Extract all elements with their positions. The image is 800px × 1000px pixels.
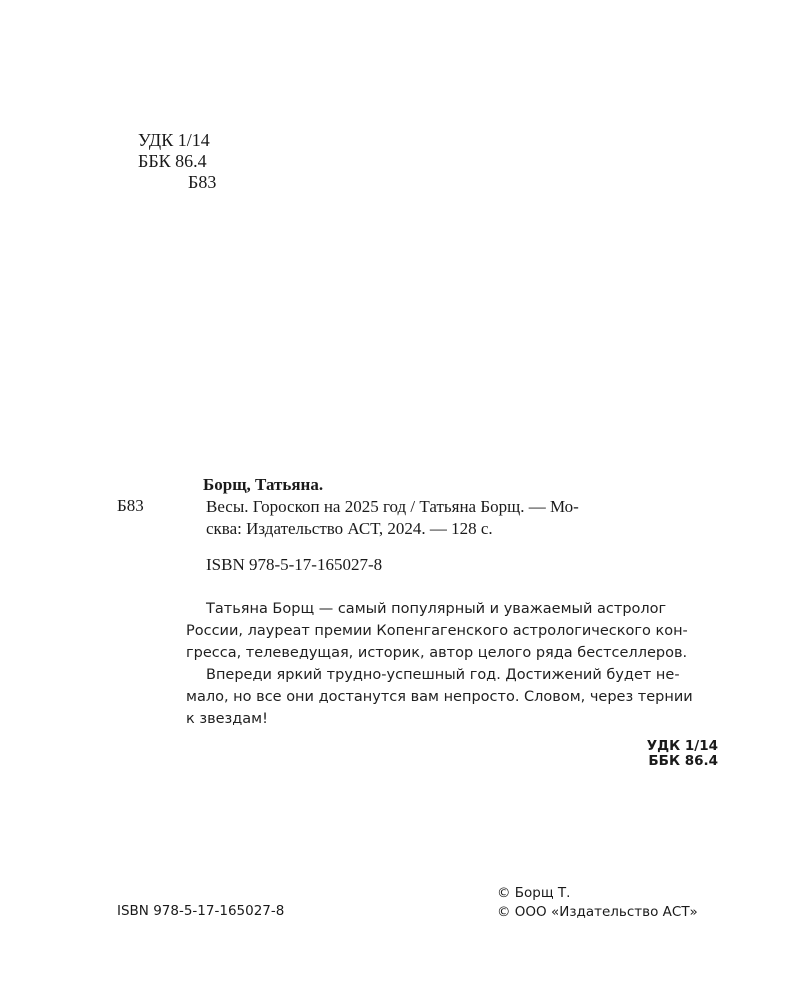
annotation	[186, 598, 718, 730]
biblio-line: Весы. Гороскоп на 2025 год / Татьяна Борщ. — Мо-	[206, 497, 579, 516]
biblio-line: сква: Издательство АСТ, 2024. — 128 с.	[206, 519, 493, 538]
annotation-line: Впереди яркий трудно-успешный год. Достижений будет не-	[206, 667, 680, 683]
author-name: Борщ, Татьяна.	[203, 475, 324, 494]
copyright-block	[497, 884, 698, 922]
bbk-code: ББК 86.4	[138, 151, 207, 171]
annotation-line: Татьяна Борщ — самый популярный и уважаемый астролог	[206, 601, 667, 617]
bibliographic-description	[206, 496, 718, 540]
classification-codes-bottom	[647, 739, 718, 769]
annotation-line: к звездам!	[186, 711, 268, 727]
copyright-author: © Борщ Т.	[497, 885, 571, 901]
author-mark: Б83	[188, 172, 217, 192]
isbn-entry: ISBN 978-5-17-165027-8	[206, 555, 383, 574]
isbn-footer: ISBN 978-5-17-165027-8	[117, 903, 285, 919]
annotation-line: России, лауреат премии Копенгагенского астрологического кон-	[186, 623, 688, 639]
entry-author-mark: Б83	[117, 496, 144, 515]
annotation-line: гресса, телеведущая, историк, автор целого ряда бестселлеров.	[186, 645, 688, 661]
udk-code: УДК 1/14	[138, 130, 210, 150]
bbk-code-bottom: ББК 86.4	[648, 753, 718, 769]
udk-code-bottom: УДК 1/14	[646, 738, 718, 754]
annotation-line: мало, но все они достанутся вам непросто. Словом, через тернии	[186, 689, 693, 705]
copyright-publisher: © ООО «Издательство АСТ»	[497, 904, 698, 920]
classification-codes-top	[138, 130, 216, 193]
